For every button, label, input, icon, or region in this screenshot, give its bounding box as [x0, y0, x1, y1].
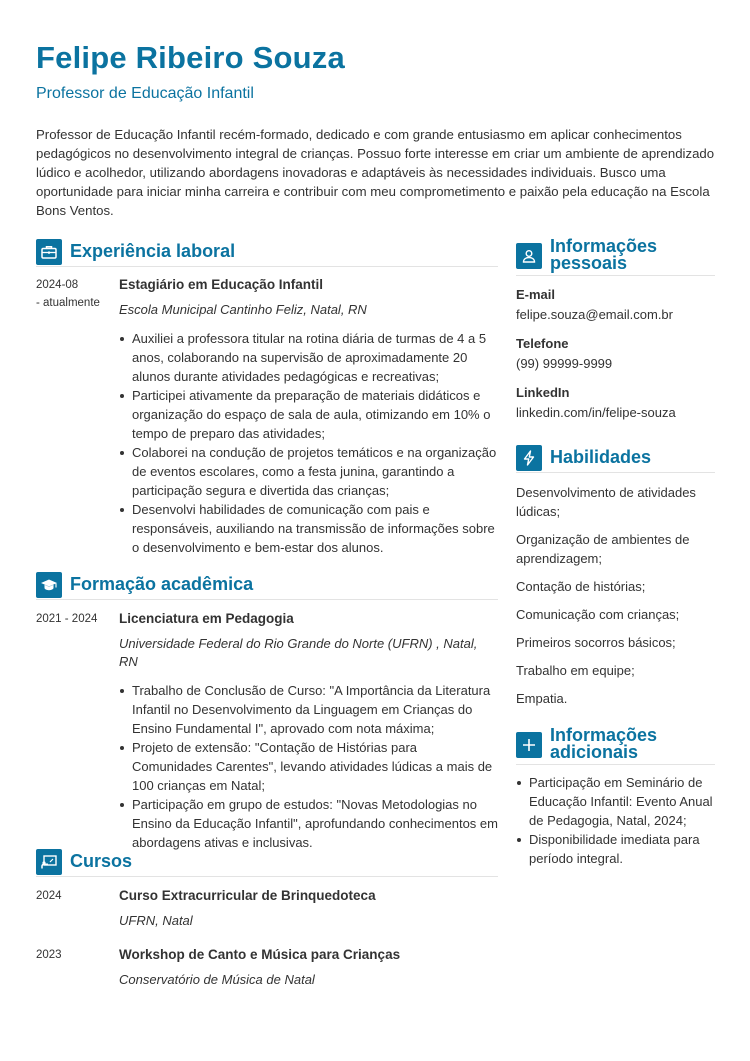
email-value: felipe.souza@email.com.br — [516, 307, 673, 322]
section-title-personal: Informações pessoais — [550, 236, 658, 273]
section-title-experience: Experiência laboral — [70, 241, 236, 261]
personal-info — [516, 286, 715, 422]
section-title-additional: Informações adicionais — [550, 725, 658, 762]
entry-place: Escola Municipal Cantinho Feliz, Natal, RN — [119, 302, 367, 317]
list-item: Disponibilidade imediata para período integral. — [516, 830, 715, 868]
plus-icon — [516, 732, 542, 758]
education-entry — [36, 610, 498, 850]
list-item: Primeiros socorros básicos; — [516, 635, 676, 650]
additional-info — [516, 763, 715, 868]
phone-value: (99) 99999-9999 — [516, 356, 613, 371]
section-header-experience — [36, 237, 498, 267]
entry-date: 2023 — [36, 949, 62, 961]
skills-list — [516, 483, 715, 708]
entry-title: Curso Extracurricular de Brinquedoteca — [119, 888, 376, 903]
presentation-board-icon — [36, 849, 62, 875]
course-entry — [36, 946, 498, 996]
list-item: Organização de ambientes de aprendizagem; — [516, 532, 690, 566]
linkedin-value: linkedin.com/in/felipe-souza — [516, 405, 676, 420]
section-title-skills: Habilidades — [550, 447, 652, 467]
entry-place: Conservatório de Música de Natal — [119, 972, 315, 987]
candidate-name: Felipe Ribeiro Souza — [36, 40, 345, 75]
list-item: Participação em grupo de estudos: "Novas Metodologias no Ensino da Educação Infantil", aprofundando conhecimentos em abordagens ativas e inclusivas. — [119, 795, 499, 852]
list-item: Auxiliei a professora titular na rotina diária de turmas de 4 a 5 anos, colaborando na supervisão de aproximadamente 20 alunos durante atividades pedagógicas e recreativas; — [119, 329, 499, 386]
entry-bullets — [119, 329, 499, 557]
entry-date-end: - atualmente — [36, 297, 100, 309]
list-item: Comunicação com crianças; — [516, 607, 680, 622]
list-item: Contação de histórias; — [516, 579, 646, 594]
entry-place: Universidade Federal do Rio Grande do Norte (UFRN) , Natal, RN — [119, 636, 478, 669]
entry-title: Licenciatura em Pedagogia — [119, 611, 294, 626]
section-title-education: Formação acadêmica — [70, 574, 254, 594]
list-item: Desenvolvimento de atividades lúdicas; — [516, 485, 696, 519]
experience-entry — [36, 276, 498, 561]
list-item: Colaborei na condução de projetos temáticos e na organização de eventos escolares, como a festa junina, garantindo a participação segura e divertida das crianças; — [119, 443, 499, 500]
list-item: Desenvolvi habilidades de comunicação com pais e responsáveis, auxiliando na transmissão de informações sobre o desenvolvimento e bem-estar dos alunos. — [119, 500, 499, 557]
entry-title: Workshop de Canto e Música para Crianças — [119, 947, 401, 962]
phone-label: Telefone — [516, 336, 569, 351]
list-item: Empatia. — [516, 691, 568, 706]
section-header-additional — [516, 726, 715, 765]
briefcase-icon — [36, 239, 62, 265]
list-item: Participei ativamente da preparação de materiais didáticos e organização do espaço de sala de aula, otimizando em 10% o tempo de preparo das atividades; — [119, 386, 499, 443]
profile-summary: Professor de Educação Infantil recém-formado, dedicado e com grande entusiasmo em aplicar conhecimentos pedagógicos no desenvolvimento integral de crianças. Possuo forte interesse em criar um ambiente de aprendizado lúdico e acolhedor, utilizando abordagens inovadoras e adaptáveis às necessidades individuais. Busco uma oportunidade para iniciar minha carreira e contribuir com meu comprometimento e paixão pela educação na Escola Bons Ventos. — [36, 127, 715, 218]
section-title-courses: Cursos — [70, 851, 133, 871]
section-header-skills — [516, 443, 715, 473]
entry-title: Estagiário em Educação Infantil — [119, 277, 324, 292]
entry-place: UFRN, Natal — [119, 913, 193, 928]
email-label: E-mail — [516, 287, 556, 302]
graduation-cap-icon — [36, 572, 62, 598]
section-header-courses — [36, 847, 498, 877]
candidate-role: Professor de Educação Infantil — [36, 85, 254, 102]
linkedin-label: LinkedIn — [516, 385, 570, 400]
list-item: Trabalho em equipe; — [516, 663, 635, 678]
section-header-education — [36, 570, 498, 600]
entry-bullets — [119, 681, 499, 852]
section-header-personal — [516, 237, 715, 276]
list-item: Trabalho de Conclusão de Curso: "A Importância da Literatura Infantil no Desenvolvimento da Linguagem em Crianças do Ensino Fundamental I", aprovado com nota máxima; — [119, 681, 499, 738]
user-icon — [516, 243, 542, 269]
list-item: Projeto de extensão: "Contação de Histórias para Comunidades Carentes", levando atividades lúdicas a mais de 100 crianças em Natal; — [119, 738, 499, 795]
list-item: Participação em Seminário de Educação Infantil: Evento Anual de Pedagogia, Natal, 2024; — [516, 773, 715, 830]
course-entry — [36, 887, 498, 937]
entry-date: 2021 - 2024 — [36, 613, 98, 625]
lightning-icon — [516, 445, 542, 471]
entry-date-start: 2024-08 — [36, 279, 79, 291]
entry-date: 2024 — [36, 890, 62, 902]
additional-bullets — [516, 773, 715, 868]
